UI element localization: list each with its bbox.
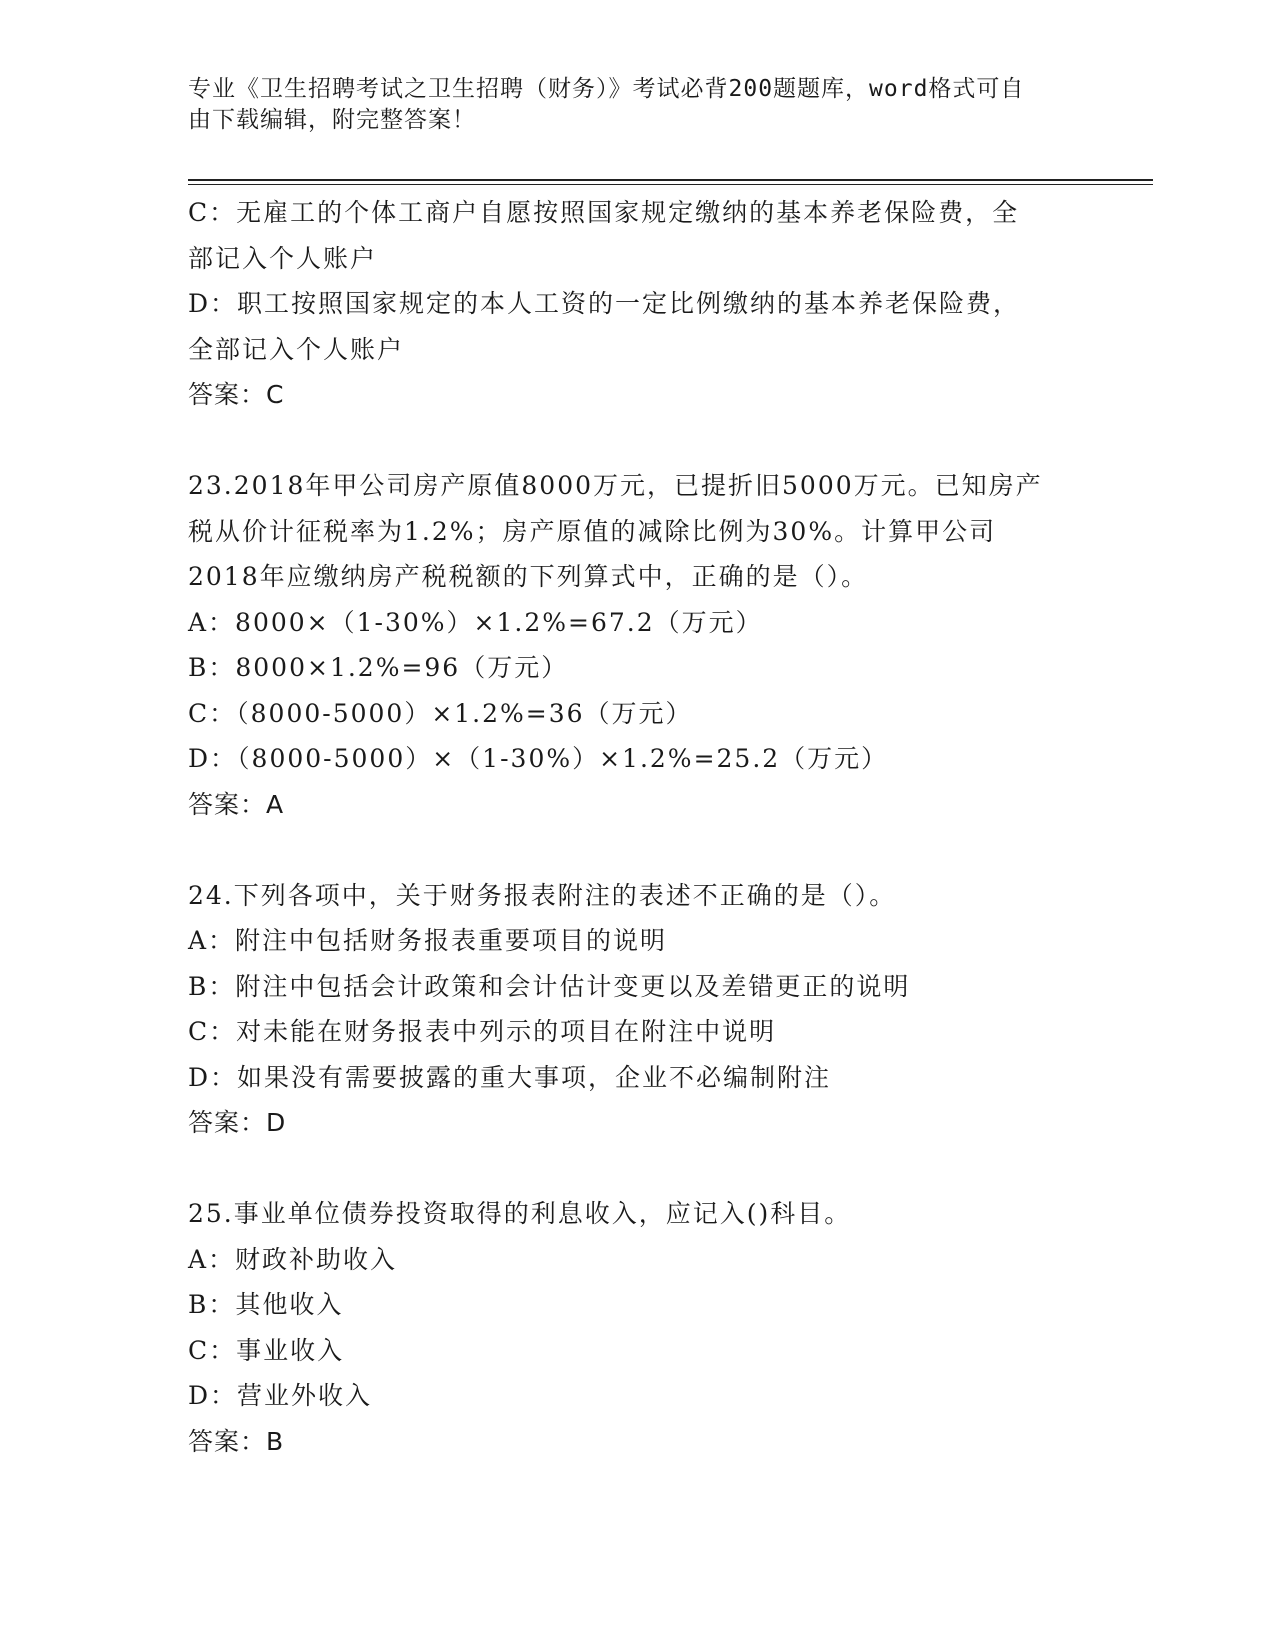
question-content [188,190,1088,1464]
header-divider-thick [188,179,1153,181]
option-d-line-2: 全部记入个人账户 [188,334,405,364]
question-stem-line: 24.下列各项中，关于财务报表附注的表述不正确的是（）。 [188,880,897,910]
question-22-continued [188,190,1088,418]
option-c-line-1: C：无雇工的个体工商户自愿按照国家规定缴纳的基本养老保险费，全 [188,198,1020,227]
answer-25: 答案：B [188,1426,285,1456]
option-b: B：其他收入 [188,1290,344,1319]
option-c: C：事业收入 [188,1335,345,1365]
option-b: B：附注中包括会计政策和会计估计变更以及差错更正的说明 [188,971,911,1001]
header-line-2: 由下载编辑，附完整答案！ [188,107,476,133]
question-stem-line: 25.事业单位债券投资取得的利息收入，应记入()科目。 [188,1199,852,1228]
option-c: C：（8000-5000）×1.2%=36（万元） [188,698,693,728]
answer-24: 答案：D [188,1108,287,1137]
option-d: D：营业外收入 [188,1381,373,1410]
answer-22: 答案：C [188,380,285,409]
option-a: A：8000×（1-30%）×1.2%=67.2（万元） [188,607,763,637]
question-25 [188,1191,1088,1464]
spacer [188,827,1088,873]
option-c-line-2: 部记入个人账户 [188,243,378,273]
question-stem-line: 2018年应缴纳房产税税额的下列算式中，正确的是（）。 [188,562,869,591]
option-d-line-1: D：职工按照国家规定的本人工资的一定比例缴纳的基本养老保险费， [188,289,1021,318]
spacer [188,1146,1088,1192]
spacer [188,418,1088,464]
option-a: A：附注中包括财务报表重要项目的说明 [188,926,668,955]
option-b: B：8000×1.2%=96（万元） [188,653,569,682]
header-divider-thin [188,184,1153,185]
option-a: A：财政补助收入 [188,1244,398,1274]
option-d: D：如果没有需要披露的重大事项，企业不必编制附注 [188,1062,832,1092]
answer-23: 答案：A [188,789,285,819]
document-header [188,74,1088,136]
option-c: C：对未能在财务报表中列示的项目在附注中说明 [188,1017,777,1046]
question-stem-line: 税从价计征税率为1.2%；房产原值的减除比例为30%。计算甲公司 [188,516,997,546]
question-stem-line: 23.2018年甲公司房产原值8000万元，已提折旧5000万元。已知房产 [188,471,1043,500]
header-line-1: 专业《卫生招聘考试之卫生招聘（财务）》考试必背200题题库，word格式可自 [188,76,1025,102]
option-d: D：（8000-5000）×（1-30%）×1.2%=25.2（万元） [188,744,889,773]
question-24 [188,873,1088,1146]
question-23 [188,463,1088,827]
